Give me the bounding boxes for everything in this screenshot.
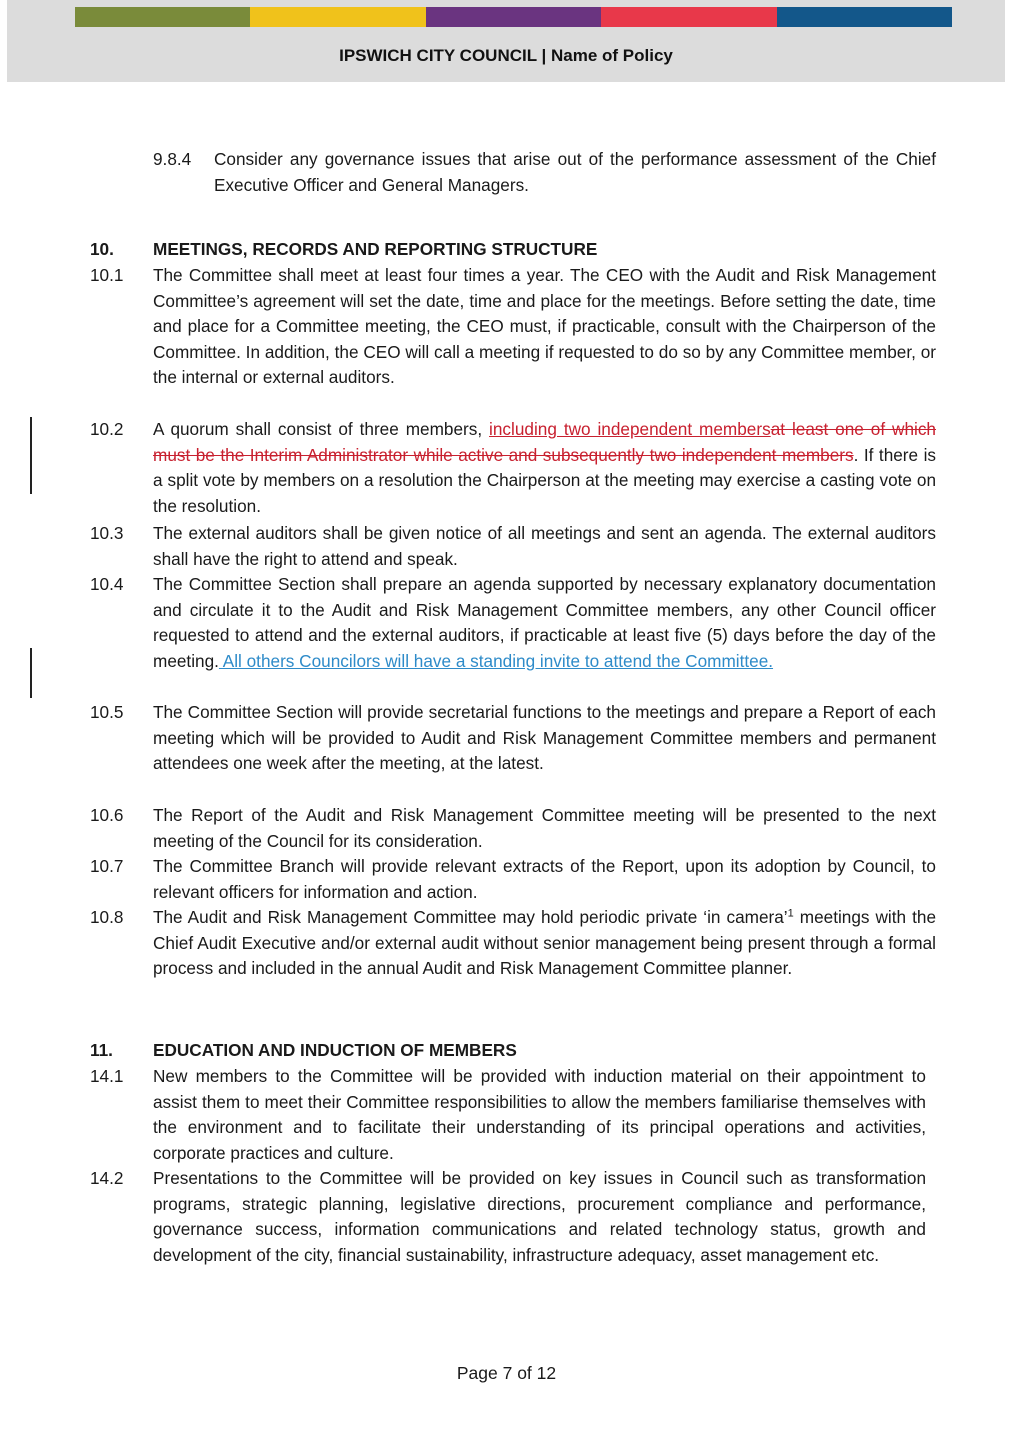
color-bar-green (75, 7, 250, 27)
section-title: EDUCATION AND INDUCTION OF MEMBERS (153, 1040, 517, 1060)
color-bar-yellow (250, 7, 425, 27)
clause-text-before: The Audit and Risk Management Committee may hold periodic private ‘in camera’ (153, 907, 788, 927)
clause-number: 10.8 (90, 907, 124, 927)
color-bar-purple (426, 7, 601, 27)
tracked-deletion: at least one of which must be the Interim Administrator while active and subsequently two independent members (153, 419, 936, 465)
clause-text-after: . If there is a split vote by members on a resolution the Chairperson at the meeting may exercise a casting vote on the resolution. (153, 444, 936, 516)
clause-number: 10.2 (90, 419, 124, 439)
clause-text: The Committee Section will provide secretarial functions to the meetings and prepare a Report of each meeting which will be provided to Audit and Risk Management Committee members and permanent attendees one week after the meeting, at the latest. (153, 702, 936, 774)
tracked-insertion: including two independent members (489, 419, 771, 439)
clause-text: Presentations to the Committee will be provided on key issues in Council such as transformation programs, strategic planning, legislative directions, procurement compliance and performance, governance success, information communications and related technology status, growth and development of the city, financial sustainability, infrastructure adequacy, asset management etc. (153, 1168, 926, 1265)
header-title: IPSWICH CITY COUNCIL | Name of Policy (339, 46, 673, 65)
footnote-reference[interactable]: 1 (787, 907, 794, 920)
clause-number: 14.1 (90, 1066, 124, 1086)
clause-number: 10.1 (90, 265, 124, 285)
change-bar-10-4 (30, 648, 32, 698)
clause-text: The Report of the Audit and Risk Management Committee meeting will be presented to the next meeting of the Council for its consideration. (153, 805, 936, 851)
clause-number: 10.7 (90, 856, 124, 876)
change-bar-10-2 (30, 417, 32, 494)
color-bar-blue (777, 7, 952, 27)
clause-number: 14.2 (90, 1168, 124, 1188)
clause-text: New members to the Committee will be provided with induction material on their appointment to assist them to meet their Committee responsibilities to allow the members familiarise themselves with the environment and to facilitate their understanding of its principal operations and activities, corporate practices and culture. (153, 1066, 926, 1163)
clause-number: 9.8.4 (153, 149, 192, 169)
clause-text (153, 905, 936, 982)
clause-text: The Committee Branch will provide relevant extracts of the Report, upon its adoption by Council, to relevant officers for information and action. (153, 856, 936, 902)
clause-text: Consider any governance issues that arise out of the performance assessment of the Chief Executive Officer and General Managers. (214, 149, 936, 195)
clause-text-before: A quorum shall consist of three members, (153, 419, 490, 439)
clause-text: The external auditors shall be given notice of all meetings and sent an agenda. The external auditors shall have the right to attend and speak. (153, 523, 936, 569)
clause-number: 10.6 (90, 805, 124, 825)
section-title: MEETINGS, RECORDS AND REPORTING STRUCTURE (153, 239, 598, 259)
clause-number: 10.5 (90, 702, 124, 722)
clause-text-main: The Committee Section shall prepare an agenda supported by necessary explanatory documentation and circulate it to the Audit and Risk Management Committee members, any other Council officer requested to attend and the external auditors, if practicable at least five (5) days before the day of the meeting. (153, 574, 936, 671)
color-bar-red (601, 7, 776, 27)
page-number: Page 7 of 12 (456, 1363, 557, 1383)
clause-text-after: meetings with the Chief Audit Executive and/or external audit without senior management being present through a formal process and included in the annual Audit and Risk Management Committee planner. (153, 907, 937, 979)
header-color-bar (75, 7, 952, 27)
clause-number: 10.3 (90, 523, 124, 543)
clause-text (153, 417, 936, 519)
clause-number: 10.4 (90, 574, 124, 594)
page-header (7, 0, 1005, 82)
clause-text: The Committee shall meet at least four times a year. The CEO with the Audit and Risk Management Committee’s agreement will set the date, time and place for the meetings. Before setting the date, time and place for a Committee meeting, the CEO must, if practicable, consult with the Chairperson of the Committee. In addition, the CEO will call a meeting if requested to do so by any Committee member, or the internal or external auditors. (153, 265, 936, 388)
section-number: 10. (90, 239, 114, 259)
section-number: 11. (90, 1040, 113, 1060)
clause-text (153, 572, 936, 674)
tracked-insertion: All others Councilors will have a standing invite to attend the Committee. (218, 650, 774, 671)
